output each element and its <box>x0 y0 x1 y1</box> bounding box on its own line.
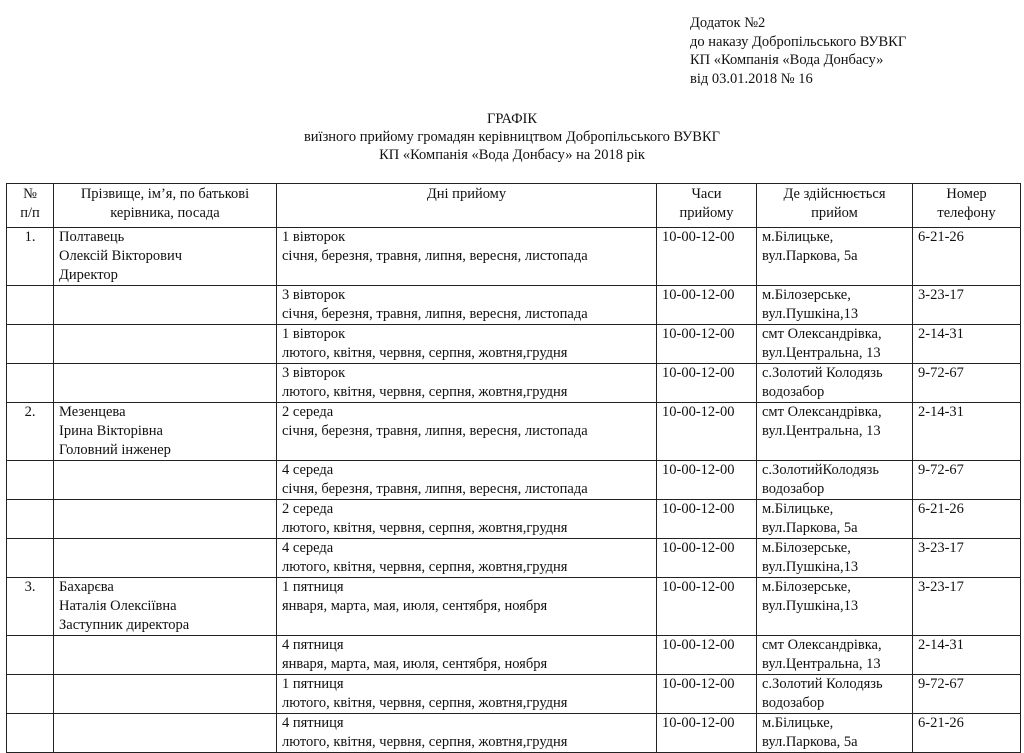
cell-name: Полтавець Олексій Вікторович Директор <box>54 228 277 286</box>
table-row <box>7 500 1021 539</box>
table-header-row <box>7 184 1021 228</box>
cell-name <box>54 286 277 325</box>
title-subtitle: виїзного прийому громадян керівництвом Добропільського ВУВКГ <box>303 129 721 145</box>
cell-name <box>54 325 277 364</box>
cell-days: 1 вівторок січня, березня, травня, липня, вересня, листопада <box>277 228 657 286</box>
cell-days: 4 середа січня, березня, травня, липня, вересня, листопада <box>277 461 657 500</box>
cell-place: смт Олександрівка, вул.Центральна, 13 <box>757 403 913 461</box>
cell-days: 1 вівторок лютого, квітня, червня, серпня, жовтня,грудня <box>277 325 657 364</box>
header-days: Дні прийому <box>277 184 657 228</box>
cell-num: 2. <box>7 403 54 461</box>
appendix-line: до наказу Добропільського ВУВКГ <box>690 33 907 50</box>
header-place: Де здійснюється прийом <box>757 184 913 228</box>
cell-time: 10-00-12-00 <box>657 403 757 461</box>
cell-place: м.Білицьке, вул.Паркова, 5а <box>757 228 913 286</box>
cell-num <box>7 500 54 539</box>
cell-phone: 3-23-17 <box>913 539 1021 578</box>
cell-num: 3. <box>7 578 54 636</box>
cell-days: 1 пятниця лютого, квітня, червня, серпня, жовтня,грудня <box>277 675 657 714</box>
cell-num <box>7 714 54 753</box>
cell-place: с.Золотий Колодязь водозабор <box>757 364 913 403</box>
appendix-note <box>690 14 906 88</box>
cell-time: 10-00-12-00 <box>657 461 757 500</box>
cell-place: м.Білозерське, вул.Пушкіна,13 <box>757 578 913 636</box>
cell-phone: 9-72-67 <box>913 461 1021 500</box>
cell-num <box>7 675 54 714</box>
cell-days: 4 пятниця января, марта, мая, июля, сентября, ноября <box>277 636 657 675</box>
title-heading: ГРАФІК <box>486 111 538 127</box>
appendix-line: від 03.01.2018 № 16 <box>690 70 813 87</box>
cell-place: м.Білицьке, вул.Паркова, 5а <box>757 500 913 539</box>
cell-phone: 3-23-17 <box>913 286 1021 325</box>
cell-phone: 6-21-26 <box>913 228 1021 286</box>
table-row <box>7 228 1021 286</box>
schedule-table <box>6 183 1021 753</box>
cell-time: 10-00-12-00 <box>657 714 757 753</box>
table-row <box>7 636 1021 675</box>
table-row <box>7 403 1021 461</box>
document-title <box>0 110 1024 164</box>
table-row <box>7 364 1021 403</box>
table-row <box>7 539 1021 578</box>
cell-days: 3 вівторок лютого, квітня, червня, серпня, жовтня,грудня <box>277 364 657 403</box>
cell-time: 10-00-12-00 <box>657 286 757 325</box>
cell-phone: 2-14-31 <box>913 325 1021 364</box>
cell-time: 10-00-12-00 <box>657 675 757 714</box>
cell-place: м.Білозерське, вул.Пушкіна,13 <box>757 539 913 578</box>
cell-time: 10-00-12-00 <box>657 578 757 636</box>
cell-name <box>54 364 277 403</box>
cell-name: Бахарєва Наталія Олексіївна Заступник директора <box>54 578 277 636</box>
cell-time: 10-00-12-00 <box>657 228 757 286</box>
cell-days: 4 пятниця лютого, квітня, червня, серпня, жовтня,грудня <box>277 714 657 753</box>
table-body <box>7 228 1021 753</box>
cell-time: 10-00-12-00 <box>657 325 757 364</box>
cell-name <box>54 461 277 500</box>
appendix-line: Додаток №2 <box>690 15 766 31</box>
cell-days: 3 вівторок січня, березня, травня, липня, вересня, листопада <box>277 286 657 325</box>
cell-num <box>7 539 54 578</box>
cell-phone: 6-21-26 <box>913 714 1021 753</box>
cell-days: 4 середа лютого, квітня, червня, серпня, жовтня,грудня <box>277 539 657 578</box>
table-row <box>7 675 1021 714</box>
cell-time: 10-00-12-00 <box>657 364 757 403</box>
cell-time: 10-00-12-00 <box>657 636 757 675</box>
cell-days: 1 пятниця января, марта, мая, июля, сентября, ноября <box>277 578 657 636</box>
cell-num <box>7 364 54 403</box>
cell-days: 2 середа січня, березня, травня, липня, вересня, листопада <box>277 403 657 461</box>
cell-place: с.ЗолотийКолодязь водозабор <box>757 461 913 500</box>
cell-name <box>54 675 277 714</box>
cell-name <box>54 539 277 578</box>
cell-time: 10-00-12-00 <box>657 539 757 578</box>
cell-num <box>7 325 54 364</box>
cell-days: 2 середа лютого, квітня, червня, серпня, жовтня,грудня <box>277 500 657 539</box>
appendix-line: КП «Компанія «Вода Донбасу» <box>690 52 884 68</box>
cell-phone: 9-72-67 <box>913 364 1021 403</box>
cell-place: м.Білозерське, вул.Пушкіна,13 <box>757 286 913 325</box>
header-phone: Номер телефону <box>913 184 1021 228</box>
cell-name <box>54 636 277 675</box>
table-row <box>7 325 1021 364</box>
cell-name <box>54 500 277 539</box>
title-subtitle: КП «Компанія «Вода Донбасу» на 2018 рік <box>379 147 645 163</box>
cell-name <box>54 714 277 753</box>
cell-phone: 6-21-26 <box>913 500 1021 539</box>
cell-place: м.Білицьке, вул.Паркова, 5а <box>757 714 913 753</box>
cell-phone: 2-14-31 <box>913 636 1021 675</box>
cell-time: 10-00-12-00 <box>657 500 757 539</box>
table-row <box>7 714 1021 753</box>
table-row <box>7 578 1021 636</box>
table-row <box>7 461 1021 500</box>
cell-phone: 9-72-67 <box>913 675 1021 714</box>
header-time: Часи прийому <box>657 184 757 228</box>
cell-name: Мезенцева Ірина Вікторівна Головний інженер <box>54 403 277 461</box>
cell-place: смт Олександрівка, вул.Центральна, 13 <box>757 325 913 364</box>
cell-place: с.Золотий Колодязь водозабор <box>757 675 913 714</box>
table-row <box>7 286 1021 325</box>
cell-num <box>7 461 54 500</box>
cell-num <box>7 636 54 675</box>
header-num: № п/п <box>7 184 54 228</box>
header-name: Прізвище, ім’я, по батькові керівника, посада <box>54 184 277 228</box>
cell-phone: 2-14-31 <box>913 403 1021 461</box>
cell-place: смт Олександрівка, вул.Центральна, 13 <box>757 636 913 675</box>
cell-phone: 3-23-17 <box>913 578 1021 636</box>
cell-num: 1. <box>7 228 54 286</box>
cell-num <box>7 286 54 325</box>
